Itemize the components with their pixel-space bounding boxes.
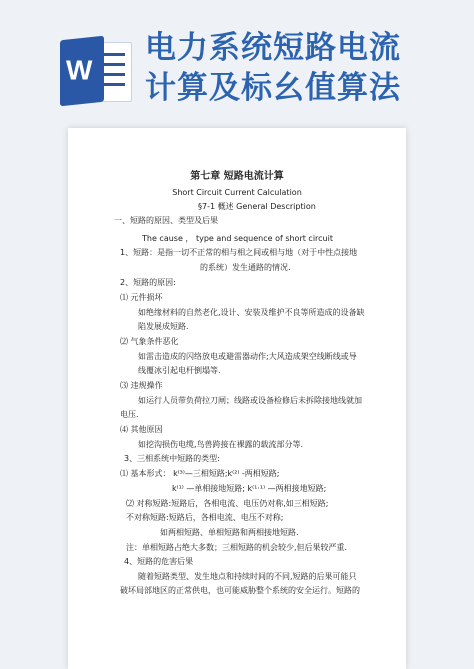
doc-line: ⑶ 违规操作 xyxy=(120,381,163,390)
doc-line: 如运行人员带负荷拉刀闸；线路或设备检修后未拆除接地线就加 xyxy=(138,396,362,405)
doc-line: 随着短路类型、发生地点和持续时间的不同,短路的后果可能只 xyxy=(138,572,357,581)
doc-line: k⁽¹⁾ —单相接地短路; k⁽¹·¹⁾ —两相接地短路; xyxy=(172,484,327,493)
doc-line: 如挖沟损伤电缆,鸟兽跨接在裸露的载流部分等. xyxy=(138,440,304,449)
doc-line: ⑷ 其他原因 xyxy=(120,425,163,434)
doc-line: 如两相短路、单相短路和两相接地短路. xyxy=(160,528,299,537)
word-logo-letter: W xyxy=(66,54,93,86)
doc-line: 1、短路：是指一切不正常的相与相之间或相与地（对于中性点接地 xyxy=(120,248,358,257)
section-heading: §7-1 概述 General Description xyxy=(198,202,316,211)
banner-title-line-2: 计算及标幺值算法 xyxy=(145,70,401,106)
document-page xyxy=(68,128,406,669)
doc-line: 一、短路的原因、类型及后果 xyxy=(114,216,218,225)
doc-line: 破坏局部地区的正常供电，也可能威胁整个系统的安全运行。短路的 xyxy=(120,586,360,595)
doc-line: 陷发展成短路. xyxy=(138,322,189,331)
banner xyxy=(0,0,474,120)
doc-line: ⑴ 基本形式： k⁽³⁾—三相短路;k⁽²⁾ -两相短路; xyxy=(120,469,280,478)
doc-line: 如绝缘材料的自然老化,设计、安装及维护不良等所造成的设备缺 xyxy=(138,308,365,317)
doc-line: 如雷击造成的闪络放电或避雷器动作;大风造成架空线断线或导 xyxy=(138,352,357,361)
doc-line: 电压. xyxy=(120,410,139,419)
word-icon xyxy=(60,38,132,106)
doc-line: ⑵ 对称短路:短路后，各相电流、电压仍对称,如三相短路; xyxy=(126,499,329,508)
word-badge xyxy=(60,36,104,107)
doc-line: 的系统）发生通路的情况. xyxy=(200,263,291,272)
doc-line: 线覆冰引起电杆倒塌等. xyxy=(138,366,221,375)
chapter-subtitle-en: Short Circuit Current Calculation xyxy=(172,188,302,197)
doc-line: 注：单相短路占绝大多数；三相短路的机会较少,但后果较严重. xyxy=(126,543,348,552)
banner-title-line-1: 电力系统短路电流 xyxy=(145,30,401,66)
doc-line: 3、三相系统中短路的类型: xyxy=(124,454,220,463)
doc-line: The cause ， type and sequence of short circuit xyxy=(142,234,333,243)
chapter-title: 第七章 短路电流计算 xyxy=(190,171,284,182)
doc-line: 2、短路的原因: xyxy=(120,278,176,287)
doc-line: ⑵ 气象条件恶化 xyxy=(120,337,179,346)
doc-line: ⑴ 元件损坏 xyxy=(120,293,163,302)
doc-line: 不对称短路:短路后，各相电流、电压不对称; xyxy=(126,513,284,522)
banner-title xyxy=(145,28,465,108)
doc-line: 4、短路的危害后果 xyxy=(124,557,194,566)
